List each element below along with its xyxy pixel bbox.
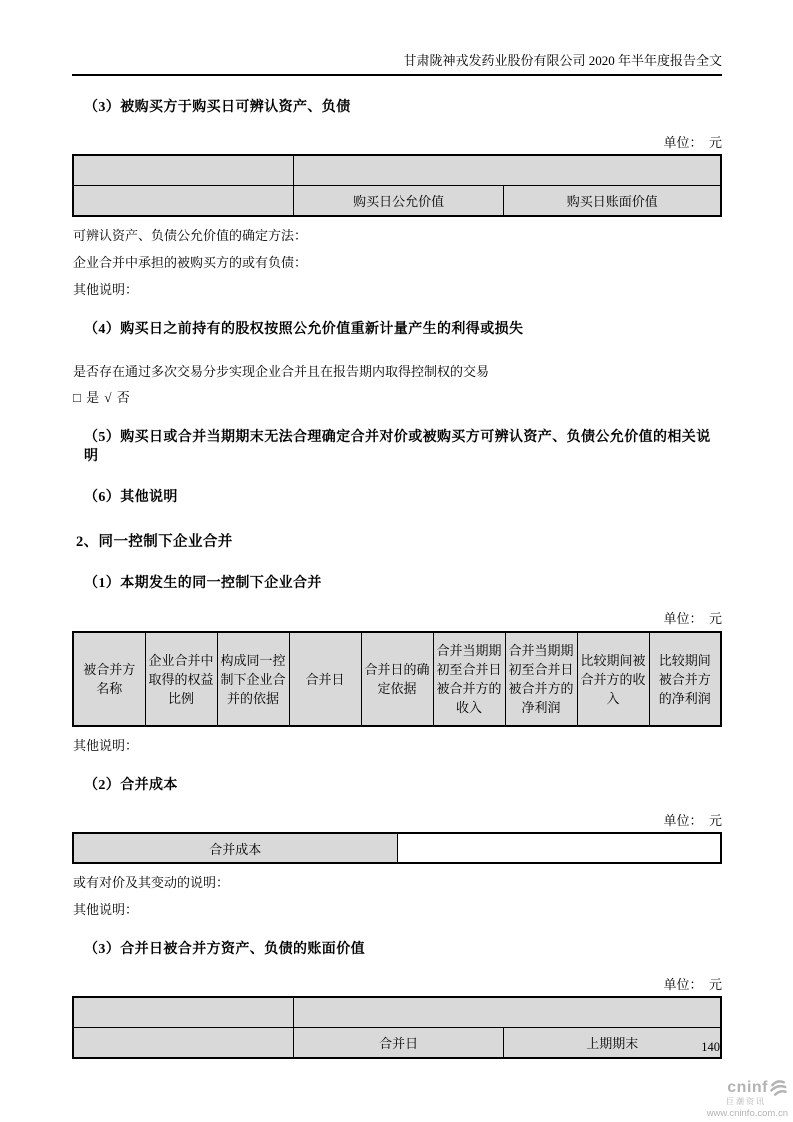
cninfo-brand-row	[707, 1078, 788, 1097]
col-header-comparative-income: 比较期间被合并方的收入	[577, 632, 649, 726]
unit-label-acquiree-assets: 单位： 元	[663, 135, 722, 150]
note-fv-determination: 可辨认资产、负债公允价值的确定方法：	[73, 228, 308, 243]
table-cell-empty	[293, 155, 721, 186]
col-header-purchase-date-book-value: 购买日账面价值	[504, 186, 721, 217]
merger-cost-table	[72, 832, 722, 864]
note-contingent-liabilities: 企业合并中承担的被购买方的或有负债：	[73, 255, 308, 270]
note-other: 其他说明：	[73, 282, 139, 297]
table-cell-empty	[73, 997, 293, 1028]
table-row	[73, 186, 721, 217]
checkbox-yes-no-line: □ 是 √ 否	[73, 390, 131, 405]
cninfo-brand-text: cninf	[727, 1078, 768, 1096]
unit-label-book-value: 单位： 元	[663, 977, 722, 992]
col-header-prior-period-end: 上期期末	[504, 1028, 721, 1059]
report-header-title: 甘肃陇神戎发药业股份有限公司 2020 年半年度报告全文	[403, 53, 722, 68]
note-contingent-consideration: 或有对价及其变动的说明：	[73, 875, 230, 890]
table-row	[73, 1028, 721, 1059]
cninfo-brand-cn: 巨潮资讯	[726, 1097, 766, 1106]
question-step-acquisition: 是否存在通过多次交易分步实现企业合并且在报告期内取得控制权的交易	[73, 364, 490, 379]
same-control-combination-table	[72, 631, 722, 727]
heading-same-control: 2、同一控制下企业合并	[76, 534, 233, 550]
col-header-comparative-net-profit: 比较期间被合并方的净利润	[649, 632, 721, 726]
note-other-current-period: 其他说明：	[73, 738, 139, 753]
heading-undeterminable-fv: （5）购买日或合并当期期末无法合理确定合并对价或被购买方可辨认资产、负债公允价值的相关说明	[84, 430, 711, 464]
note-other-merger-cost: 其他说明：	[73, 902, 139, 917]
cninfo-swirl-icon	[769, 1078, 788, 1097]
heading-merger-cost: （2）合并成本	[84, 778, 178, 793]
col-header-merger-date: 合并日	[293, 1028, 504, 1059]
table-cell-empty	[293, 997, 721, 1028]
heading-acquiree-assets: （3）被购买方于购买日可辨认资产、负债	[84, 100, 351, 115]
heading-current-period-combination: （1）本期发生的同一控制下企业合并	[84, 576, 322, 591]
col-header-merger-date: 合并日	[289, 632, 361, 726]
col-header-purchase-date-fair-value: 购买日公允价值	[293, 186, 504, 217]
page-content	[72, 98, 722, 1059]
page-number: 140	[701, 1040, 720, 1054]
table-row	[73, 833, 721, 863]
col-header-acquired-party-name: 被合并方名称	[73, 632, 145, 726]
col-header-net-profit-to-merger-date: 合并当期期初至合并日被合并方的净利润	[505, 632, 577, 726]
table-row	[73, 155, 721, 186]
col-header-merger-date-basis: 合并日的确定依据	[361, 632, 433, 726]
page-header	[72, 0, 722, 76]
col-header-equity-ratio: 企业合并中取得的权益比例	[145, 632, 217, 726]
table-header-row	[73, 632, 721, 726]
heading-other-notes: （6）其他说明	[84, 490, 178, 505]
table-cell-empty	[73, 186, 293, 217]
cninfo-url: www.cninfo.com.cn	[706, 1108, 788, 1119]
col-header-income-to-merger-date: 合并当期期初至合并日被合并方的收入	[433, 632, 505, 726]
cninfo-logo	[707, 1078, 788, 1119]
col-header-same-control-basis: 构成同一控制下企业合并的依据	[217, 632, 289, 726]
heading-equity-remeasurement: （4）购买日之前持有的股权按照公允价值重新计量产生的利得或损失	[84, 322, 524, 337]
table-cell-empty	[73, 1028, 293, 1059]
book-value-table	[72, 996, 722, 1059]
unit-label-current-period: 单位： 元	[663, 611, 722, 626]
table-row	[73, 997, 721, 1028]
heading-book-value: （3）合并日被合并方资产、负债的账面价值	[84, 942, 365, 957]
cell-merger-cost-value-empty	[397, 833, 721, 863]
acquiree-assets-table	[72, 154, 722, 217]
table-cell-empty	[73, 155, 293, 186]
cell-merger-cost-label: 合并成本	[73, 833, 397, 863]
unit-label-merger-cost: 单位： 元	[663, 813, 722, 828]
